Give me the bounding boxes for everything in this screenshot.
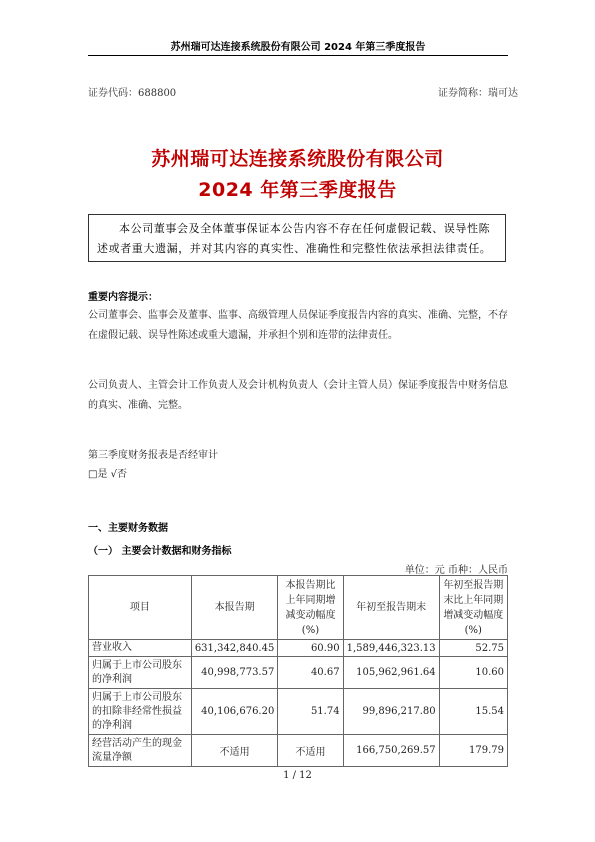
table-cell: 51.74	[278, 689, 343, 735]
table-cell: 10.60	[439, 657, 507, 689]
column-header: 项目	[89, 576, 192, 640]
important-paragraph-1: 公司董事会、监事会及董事、监事、高级管理人员保证季度报告内容的真实、准确、完整，不存在虚假记载、误导性陈述或重大遗漏，并承担个别和连带的法律责任。	[88, 310, 508, 341]
table-cell: 99,896,217.80	[343, 689, 439, 735]
table-row	[89, 689, 508, 735]
table-cell: 40.67	[278, 657, 343, 689]
important-paragraph-2: 公司负责人、主管会计工作负责人及会计机构负责人（会计主管人员）保证季度报告中财务信息的真实、准确、完整。	[88, 380, 508, 411]
table-cell: 15.54	[439, 689, 507, 735]
table-cell: 166,750,269.57	[343, 735, 439, 767]
row-label: 营业收入	[89, 640, 192, 657]
row-label: 经营活动产生的现金流量净额	[89, 735, 192, 767]
table-row	[89, 640, 508, 657]
report-title: 2024 年第三季度报告	[198, 179, 397, 201]
audit-question: 第三季度财务报表是否经审计	[88, 450, 218, 461]
page-number: 1 / 12	[283, 770, 312, 781]
table-cell: 40,106,676.20	[191, 689, 278, 735]
subsection-title: （一） 主要会计数据和财务指标	[88, 546, 232, 557]
audit-answer: □是 √否	[88, 469, 127, 480]
table-cell: 不适用	[191, 735, 278, 767]
row-label: 归属于上市公司股东的净利润	[89, 657, 192, 689]
stock-code: 证券代码：688800	[88, 88, 177, 99]
column-header: 本报告期比上年同期增减变动幅度(%)	[278, 576, 343, 640]
header-divider	[88, 55, 508, 56]
financial-data-table	[88, 575, 508, 767]
disclaimer-text: 本公司董事会及全体董事保证本公告内容不存在任何虚假记载、误导性陈述或者重大遗漏，并对其内容的真实性、准确性和完整性依法承担法律责任。	[97, 222, 492, 255]
table-cell: 不适用	[278, 735, 343, 767]
table-cell: 105,962,961.64	[343, 657, 439, 689]
stock-abbreviation: 证券简称：瑞可达	[438, 88, 518, 99]
unit-currency-line: 单位：元 币种：人民币	[404, 565, 508, 576]
table-header-row	[89, 576, 508, 640]
column-header: 年初至报告期末比上年同期增减变动幅度(%)	[439, 576, 507, 640]
table-row	[89, 735, 508, 767]
important-heading: 重要内容提示：	[88, 292, 158, 303]
table-cell: 631,342,840.45	[191, 640, 278, 657]
company-title: 苏州瑞可达连接系统股份有限公司	[151, 148, 444, 170]
table-row	[89, 657, 508, 689]
table-cell: 52.75	[439, 640, 507, 657]
column-header: 年初至报告期末	[343, 576, 439, 640]
row-label: 归属于上市公司股东的扣除非经常性损益的净利润	[89, 689, 192, 735]
table-cell: 60.90	[278, 640, 343, 657]
section-title: 一、主要财务数据	[88, 523, 168, 534]
table-cell: 1,589,446,323.13	[343, 640, 439, 657]
table-cell: 40,998,773.57	[191, 657, 278, 689]
column-header: 本报告期	[191, 576, 278, 640]
running-header: 苏州瑞可达连接系统股份有限公司 2024 年第三季度报告	[170, 42, 426, 53]
table-cell: 179.79	[439, 735, 507, 767]
disclaimer-box	[88, 214, 506, 262]
